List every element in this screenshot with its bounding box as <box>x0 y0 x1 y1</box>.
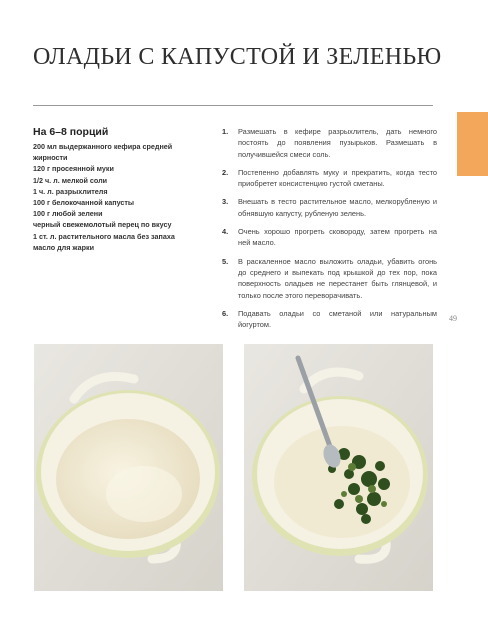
recipe-title: ОЛАДЬИ С КАПУСТОЙ И ЗЕЛЕНЬЮ <box>33 44 442 70</box>
ingredient-list <box>33 141 203 253</box>
section-tab <box>457 112 488 176</box>
title-divider <box>33 105 433 106</box>
step-text: Внешать в тесто растительное масло, мелкорубленую и обнявшую капусту, рубленую зелень. <box>238 197 437 218</box>
photo-batter-in-pot <box>34 344 223 591</box>
page-number: 49 <box>449 314 457 323</box>
ingredient-item: 1/2 ч. л. мелкой соли <box>33 175 108 185</box>
step-item <box>222 126 437 160</box>
step-item <box>222 256 437 301</box>
step-number: 2. <box>222 167 229 177</box>
step-text: Постепенно добавлять муку и прекратить, когда тесто приобретет консистенцию густой сметаны. <box>238 167 437 189</box>
step-text: Подавать оладьи со сметаной или натуральным йогуртом. <box>238 308 437 330</box>
step-number: 4. <box>222 227 229 237</box>
ingredient-item: 100 г любой зелени <box>33 209 103 219</box>
step-text: В раскаленное масло выложить оладьи, убавить огонь до среднего и выпекать под крышкой до тех пор, пока поверхность оладьев не перестанет быть глянцевой, и только после этого переворачивать. <box>238 256 437 300</box>
step-number: 6. <box>222 308 229 318</box>
ingredient-item: 120 г просеянной муки <box>33 164 114 174</box>
step-number: 1. <box>222 127 229 136</box>
step-item <box>222 226 437 249</box>
ingredient-item: 200 мл выдержанного кефира средней жирности <box>33 142 173 163</box>
ingredient-item: 1 ст. л. растительного масла без запаха <box>33 231 175 241</box>
step-item <box>222 167 437 190</box>
step-text: Очень хорошо прогреть сковороду, затем прогреть на ней масло. <box>238 227 437 248</box>
ingredient-item: 100 г белокочанной капусты <box>33 198 135 208</box>
portions-heading: На 6–8 порций <box>33 126 109 138</box>
step-number: 5. <box>222 256 229 266</box>
ingredient-item: черный свежемолотый перец по вкусу <box>33 220 172 230</box>
step-item <box>222 308 437 331</box>
photo-mixed-greens-in-pot <box>244 344 433 591</box>
steps-list <box>222 126 437 337</box>
ingredient-item: 1 ч. л. разрыхлителя <box>33 186 108 196</box>
step-item <box>222 196 437 219</box>
ingredient-item: масло для жарки <box>33 242 94 252</box>
ingredients-block <box>33 126 203 253</box>
step-text: Размешать в кефире разрыхлитель, дать немного постоять до появления пузырьков. Размешать в получившейся смеси соль. <box>238 127 437 159</box>
step-number: 3. <box>222 197 229 207</box>
